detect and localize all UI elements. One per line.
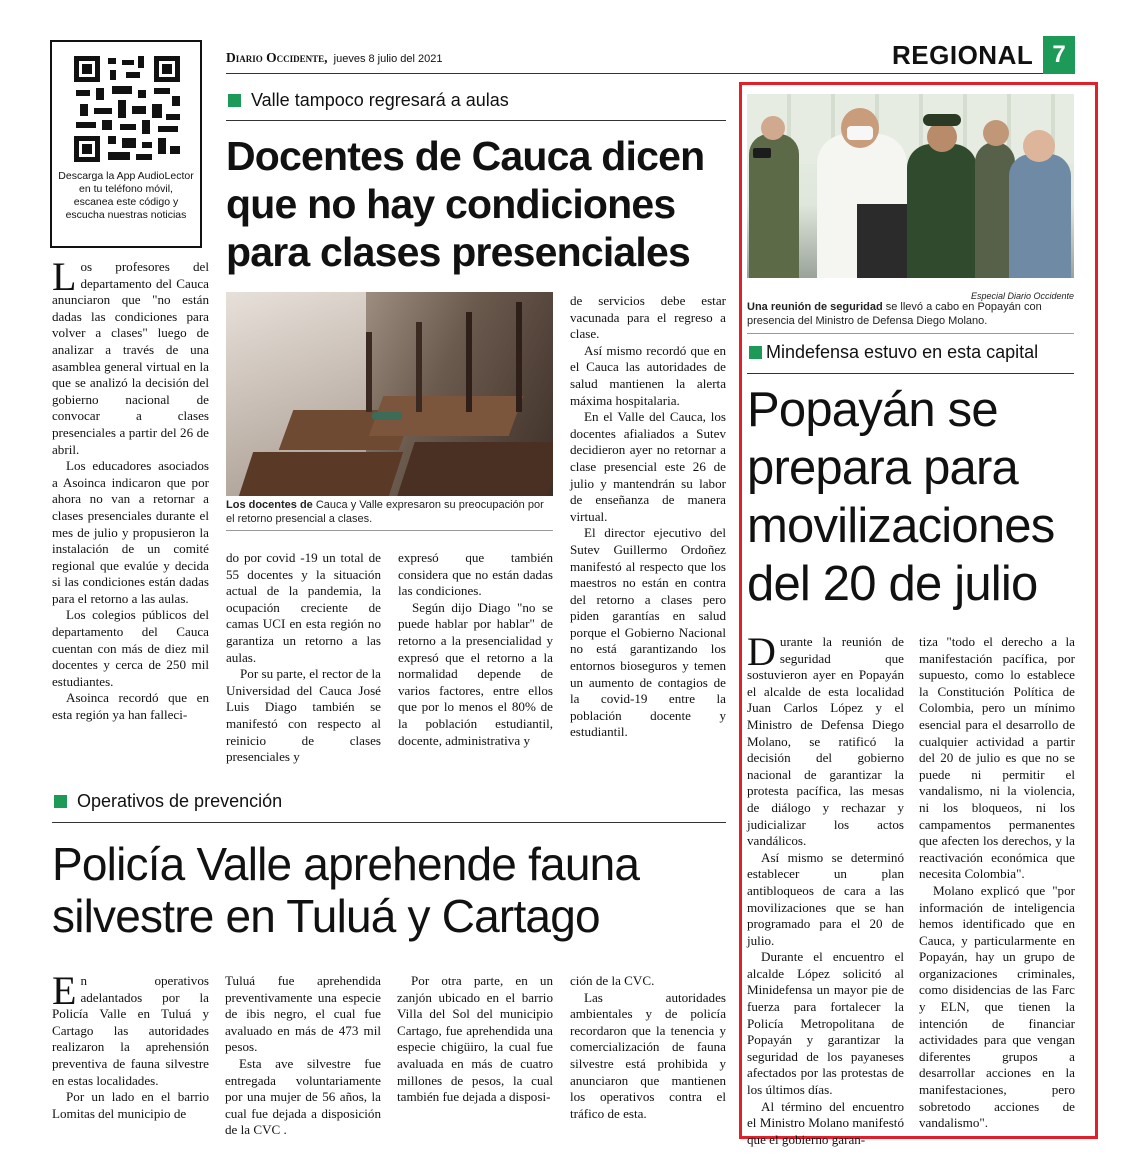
story2-headline: Policía Valle aprehende fauna silvestre en Tuluá y Cartago <box>52 838 640 942</box>
story2-col4-p1: ción de la CVC. <box>570 973 655 988</box>
story3-caption-rule <box>747 333 1074 334</box>
story3-column-2 <box>919 634 1075 1132</box>
security-meeting-photo <box>747 94 1074 278</box>
story2-column-3 <box>397 973 553 1106</box>
story1-column-1 <box>52 254 209 724</box>
story2-col2-p2: Esta ave silvestre fue entregada voluntariamente por una mujer de 56 años, la cual fue dejada a disposición de la CVC . <box>225 1055 381 1138</box>
story2-col1-p2: Por un lado en el barrio Lomitas del municipio de <box>52 1089 209 1121</box>
story3-col1-p4: Al término del encuentro el Ministro Molano manifestó que el gobierno garan- <box>747 1098 904 1147</box>
story1-col2-p1: do por covid -19 un total de 55 docentes y la situación actual de la pandemia, la ocupación creciente de camas UCI en esta región no garantiza un retorno a las aulas. <box>226 550 381 665</box>
story2-col1-p1: n operativos adelantados por la Policía Valle en Tuluá y Cartago las autoridades realizaron la aprehensión preventiva de fauna silvestre en estas localidades. <box>52 973 209 1088</box>
issue-date: jueves 8 julio del 2021 <box>333 53 443 65</box>
story1-col3-p2: Según dijo Diago "no se puede hablar por hablar" de retorno a la presencialidad y expresó que el retorno a la normalidad depende de varios factores, entre ellos que por lo menos el 80% de la población estudiantil, docente, administrativa y <box>398 599 553 748</box>
classroom-photo <box>226 292 553 496</box>
story1-headline: Docentes de Cauca dicen que no hay condiciones para clases presenciales <box>226 133 705 275</box>
story2-col3-p1: Por otra parte, en un zanjón ubicado en el barrio Villa del Sol del municipio Cartago, fue aprehendida una especie chigüiro, la cual fue avaluada en más de cuatro millones de pesos, la cual también fue dejada a disposi- <box>397 973 553 1105</box>
story1-col1-p4: Asoinca recordó que en esta región ya han falleci- <box>52 690 209 723</box>
story3-dropcap: D <box>747 629 776 674</box>
story3-col2-p1: tiza "todo el derecho a la manifestación pacífica, por supuesto, como lo establece la Constitución Política de Colombia, pero un mínimo esencial para el desarrollo de cualquier actividad a partir del 20 de julio es que no se puede ni permitir el vandalismo, ni la violencia, ni los bloqueos, ni los campamentos permanentes que afecten los derechos, y la reactivación económica que necesita Colombia". <box>919 634 1075 882</box>
story3-headline: Popayán se prepara para movilizaciones del 20 de julio <box>747 383 1055 611</box>
story3-col2-p2: Molano explicó que "por información de inteligencia hemos identificado que en Cauca, y particularmente en Popayán, hay un grupo de organizaciones criminales, como disidencias de las Farc y ELN, que tienen la intención de financiar actividades para que vengan diferentes grupos a desarrollar acciones en la manifestaciones, pero sobretodo acciones de vandalismo". <box>919 882 1075 1131</box>
story1-col4-p2: Así mismo recordó que en el Cauca las autoridades de salud mantienen la alerta máxima hospitalaria. <box>570 342 726 408</box>
story2-dropcap: E <box>52 968 77 1013</box>
page-number: 7 <box>1043 36 1075 74</box>
story1-caption-bold: Los docentes de <box>226 499 313 511</box>
story3-kicker-text: Mindefensa estuvo en esta capital <box>766 342 1039 362</box>
story1-col4-p3: En el Valle del Cauca, los docentes afialiados a Sutev decidieron ayer no retornar a clase presencial este 26 de julio y mantendrán su labor de enseñanza de manera virtual. <box>570 409 726 524</box>
story3-caption-bold: Una reunión de seguridad <box>747 301 883 313</box>
story1-dropcap: L <box>52 254 77 299</box>
section-title: REGIONAL <box>892 40 1034 70</box>
story1-col1-p3: Los colegios públicos del departamento del Cauca cuentan con más de diez mil docentes y cerca de 250 mil estudiantes. <box>52 607 209 689</box>
masthead <box>226 50 443 66</box>
qr-code[interactable] <box>74 56 180 162</box>
paper-name: Diario Occidente, <box>226 50 328 65</box>
story2-kicker-rule <box>52 822 726 823</box>
header-rule <box>226 73 1074 74</box>
story2-col2-p1: Tuluá fue aprehendida preventivamente una especie de ibis negro, el cual fue avaluado en más de 473 mil pesos. <box>225 973 381 1055</box>
story3-kicker-rule <box>747 373 1074 374</box>
story3-col1-p3: Durante el encuentro el alcalde López solicitó al Minidefensa un mayor pie de fuerza para fortalecer la Policía Metropolitana de Popayán y garantizar la seguridad de los payaneses afectados por las protestas de los últimos días. <box>747 949 904 1098</box>
kicker-square-icon <box>54 795 67 808</box>
story1-caption-rule <box>226 530 553 531</box>
story2-column-4 <box>570 973 726 1122</box>
story1-col2-p2: Por su parte, el rector de la Universidad del Cauca José Luis Diago también se manifestó con respecto al reinicio de clases presenciales y <box>226 666 381 765</box>
photo-credit: Especial Diario Occidente <box>970 291 1074 301</box>
story3-column-1 <box>747 629 904 1148</box>
story1-photo-caption <box>226 499 553 526</box>
story2-kicker <box>54 791 282 812</box>
story1-col1-p1: os profesores del departamento del Cauca anunciaron que "no están dadas las condiciones para volver a clases" luego de analizar a través de una asamblea general virtual en la que se analizó la decisión del gobierno nacional de convocar a clases presenciales a partir del 26 de abril. <box>52 259 209 457</box>
story3-kicker <box>749 342 1038 363</box>
kicker-square-icon <box>228 94 241 107</box>
qr-instructions: Descarga la App AudioLector en tu teléfono móvil, escanea este código y escucha nuestras noticias <box>58 170 194 221</box>
story1-col4-p1: de servicios debe estar vacunada para el regreso a clase. <box>570 293 726 342</box>
story2-column-2 <box>225 973 381 1139</box>
qr-box <box>50 40 202 248</box>
story3-caption-text: se llevó a cabo en Popayán con presencia del Ministro de Defensa Diego Molano. <box>747 301 1042 327</box>
story1-col3-p1: expresó que también considera que no están dadas las condiciones. <box>398 550 553 599</box>
story1-kicker <box>228 90 509 111</box>
story1-col4-p4: El director ejecutivo del Sutev Guillermo Ordoñez manifestó al respecto que los maestros no están en contra del retorno a clases pero piden garantías en salud porque el Gobierno Nacional no está garantizando los entornos bioseguros y temen un aumento de contagios de la covid-19 entre la población docente y estudiantil. <box>570 525 726 740</box>
story1-column-3 <box>398 550 553 749</box>
story1-caption-text: Cauca y Valle expresaron su preocupación por el retorno presencial a clases. <box>226 499 544 525</box>
story2-col4-p2: Las autoridades ambientales y de policía recordaron que la tenencia y comercialización de fauna silvestre está prohibida y anunciaron que mantienen los operativos contra el tráfico de esta. <box>570 989 726 1121</box>
story3-photo-caption <box>747 301 1077 328</box>
story1-column-2 <box>226 550 381 766</box>
story1-kicker-text: Valle tampoco regresará a aulas <box>251 90 509 110</box>
story1-kicker-rule <box>226 120 726 121</box>
story3-col1-p1: urante la reunión de seguridad que sostuvieron ayer en Popayán el alcalde de esta localidad Juan Carlos López y el Ministro de Defensa Diego Molano, se ratificó la decisión del gobierno nacional de garantizar la protesta pacífica, las mesas de diálogo y rechazar y judicializar los actos vandálicos. <box>747 634 904 849</box>
story3-col1-p2: Así mismo se determinó establecer un plan antibloqueos de cara a las movilizaciones que se han programado para el 20 de julio. <box>747 849 904 948</box>
story2-kicker-text: Operativos de prevención <box>77 791 283 811</box>
kicker-square-icon <box>749 346 762 359</box>
story1-column-4 <box>570 293 726 741</box>
story2-column-1 <box>52 968 209 1122</box>
story1-col1-p2: Los educadores asociados a Asoinca indicaron que por ahora no van a retornar a clases presenciales durante el mes de julio y propusieron la instalación de un comité regional que evalúe y decida si las condiciones están dadas para el retorno a las aulas. <box>52 458 209 606</box>
